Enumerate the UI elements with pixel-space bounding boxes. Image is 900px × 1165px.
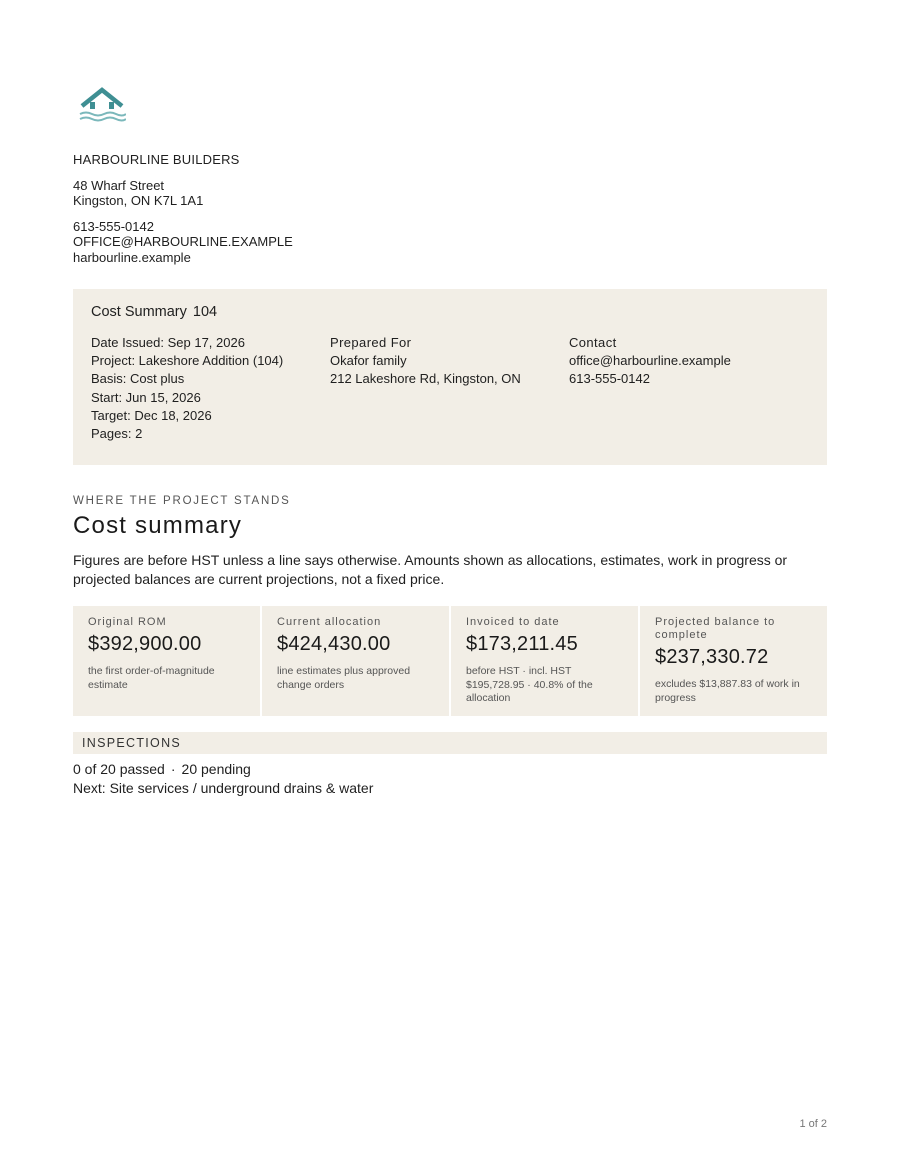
- contact: [569, 334, 731, 389]
- address-line-2: Kingston, ON K7L 1A1: [73, 193, 204, 208]
- contact-email[interactable]: office@harbourline.example: [569, 353, 731, 369]
- company-phone: 613-555-0142: [73, 218, 154, 234]
- company-website[interactable]: harbourline.example: [73, 249, 191, 265]
- contact-label: Contact: [569, 335, 617, 350]
- card-note: line estimates plus approved change orders: [277, 665, 411, 691]
- card-value: $237,330.72: [655, 646, 769, 668]
- card-current-allocation: [262, 606, 449, 716]
- company-info: [73, 152, 293, 265]
- inspections-status: [73, 760, 373, 797]
- summary-title: [91, 304, 217, 320]
- page-count: Pages: 2: [91, 426, 143, 442]
- target-date: Target: Dec 18, 2026: [91, 407, 212, 423]
- card-value: $392,900.00: [88, 633, 202, 655]
- inspections-next: Next: Site services / underground drains & water: [73, 779, 374, 796]
- card-label: Projected balance to complete: [655, 616, 776, 641]
- summary-number: 104: [192, 304, 218, 320]
- card-value: $424,430.00: [277, 633, 391, 655]
- inspections-heading: INSPECTIONS: [82, 736, 182, 750]
- card-projected-balance: [640, 606, 827, 716]
- company-email: OFFICE@HARBOURLINE.EXAMPLE: [73, 234, 293, 249]
- card-label: Current allocation: [277, 616, 382, 628]
- company-contact: [73, 219, 293, 266]
- inspections-heading-bar: [73, 732, 827, 754]
- summary-title-text: Cost Summary: [91, 304, 187, 320]
- prepared-for: [330, 334, 521, 389]
- date-issued: Date Issued: Sep 17, 2026: [91, 335, 245, 350]
- card-label: Original ROM: [88, 616, 167, 628]
- separator-dot: ·: [170, 761, 176, 777]
- summary-details: [91, 334, 283, 443]
- house-over-water-icon: [78, 86, 126, 122]
- inspections-counts: [73, 760, 373, 779]
- section-intro: Figures are before HST unless a line says otherwise. Amounts shown as allocations, estimates, work in progress or projected balances are current projections, not a fixed price.: [73, 552, 788, 587]
- basis: Basis: Cost plus: [91, 371, 185, 387]
- card-invoiced-to-date: [451, 606, 638, 716]
- card-note: the first order-of-magnitude estimate: [88, 665, 215, 691]
- prepared-for-label: Prepared For: [330, 335, 412, 350]
- cost-cards: [73, 606, 827, 716]
- card-note: excludes $13,887.83 of work in progress: [655, 678, 800, 704]
- start-date: Start: Jun 15, 2026: [91, 389, 201, 405]
- client-name: Okafor family: [330, 353, 407, 369]
- page-number: 1 of 2: [799, 1118, 827, 1130]
- address-line-1: 48 Wharf Street: [73, 177, 165, 193]
- project-name: Project: Lakeshore Addition (104): [91, 353, 284, 369]
- card-label: Invoiced to date: [466, 616, 560, 628]
- cost-summary-header: [73, 289, 827, 465]
- contact-phone: 613-555-0142: [569, 371, 650, 387]
- company-name: HARBOURLINE BUILDERS: [73, 152, 240, 167]
- card-note: before HST · incl. HST $195,728.95 · 40.8% of the allocation: [466, 665, 593, 704]
- card-value: $173,211.45: [466, 633, 578, 655]
- section-title: Cost summary: [73, 512, 243, 539]
- inspections-pending: 20 pending: [181, 761, 251, 777]
- section-eyebrow: WHERE THE PROJECT STANDS: [73, 495, 291, 507]
- company-address: [73, 178, 293, 209]
- card-original-rom: [73, 606, 260, 716]
- client-address: 212 Lakeshore Rd, Kingston, ON: [330, 371, 521, 387]
- inspections-passed: 0 of 20 passed: [73, 761, 165, 777]
